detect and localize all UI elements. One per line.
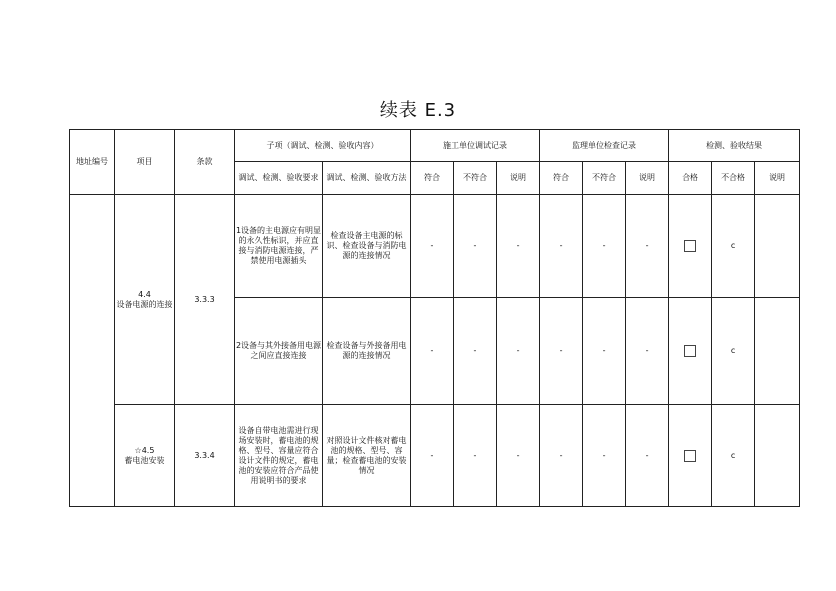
- header-method: 调试、检测、验收方法: [323, 162, 411, 195]
- result-pass-cell: [669, 298, 712, 405]
- supervision-conform-cell: -: [540, 195, 583, 298]
- header-address-code: 地址编号: [70, 130, 115, 195]
- supervision-note-cell: -: [626, 405, 669, 507]
- result-pass-cell: [669, 195, 712, 298]
- pass-checkbox[interactable]: [684, 240, 696, 252]
- supervision-note-cell: -: [626, 298, 669, 405]
- supervision-nonconform-cell: -: [583, 405, 626, 507]
- clause-cell: 3.3.4: [175, 405, 235, 507]
- result-note-cell: [755, 405, 800, 507]
- method-cell: 对照设计文件核对蓄电池的规格、型号、容量；检查蓄电池的安装情况: [323, 405, 411, 507]
- inspection-table: [69, 129, 800, 507]
- header-construction-note: 说明: [497, 162, 540, 195]
- result-fail-cell: c: [712, 298, 755, 405]
- header-result-note: 说明: [755, 162, 800, 195]
- header-supervision-conform: 符合: [540, 162, 583, 195]
- result-fail-cell: c: [712, 195, 755, 298]
- construction-note-cell: -: [497, 195, 540, 298]
- header-item: 项目: [115, 130, 175, 195]
- supervision-nonconform-cell: -: [583, 298, 626, 405]
- page-title: 续表 E.3: [379, 100, 457, 121]
- header-construction-record: 施工单位调试记录: [411, 130, 540, 162]
- item-cell: [115, 195, 175, 405]
- requirement-cell: 1设备的主电源应有明显的永久性标识，并应直接与消防电源连接，严禁使用电源插头: [235, 195, 323, 298]
- construction-conform-cell: -: [411, 405, 454, 507]
- table-row: [70, 195, 800, 298]
- header-supervision-note: 说明: [626, 162, 669, 195]
- item-name: 蓄电池安装: [124, 455, 165, 465]
- address-code-cell: [70, 195, 115, 507]
- construction-conform-cell: -: [411, 195, 454, 298]
- item-name: 设备电源的连接: [116, 299, 173, 309]
- header-supervision-record: 监理单位检查记录: [540, 130, 669, 162]
- requirement-cell: 设备自带电池需进行现场安装时，蓄电池的规格、型号、容量应符合设计文件的规定，蓄电池的安装应符合产品使用说明书的要求: [235, 405, 323, 507]
- header-supervision-nonconform: 不符合: [583, 162, 626, 195]
- result-note-cell: [755, 195, 800, 298]
- header-result-fail: 不合格: [712, 162, 755, 195]
- result-note-cell: [755, 298, 800, 405]
- item-number: ☆4.5: [134, 445, 155, 455]
- method-cell: 检查设备主电源的标识、检查设备与消防电源的连接情况: [323, 195, 411, 298]
- construction-nonconform-cell: -: [454, 298, 497, 405]
- clause-cell: 3.3.3: [175, 195, 235, 405]
- construction-note-cell: -: [497, 298, 540, 405]
- method-cell: 检查设备与外接备用电源的连接情况: [323, 298, 411, 405]
- supervision-conform-cell: -: [540, 405, 583, 507]
- header-construction-nonconform: 不符合: [454, 162, 497, 195]
- table-row: [70, 405, 800, 507]
- construction-nonconform-cell: -: [454, 405, 497, 507]
- pass-checkbox[interactable]: [684, 450, 696, 462]
- result-fail-cell: c: [712, 405, 755, 507]
- requirement-cell: 2设备与其外接备用电源之间应直接连接: [235, 298, 323, 405]
- supervision-nonconform-cell: -: [583, 195, 626, 298]
- pass-checkbox[interactable]: [684, 345, 696, 357]
- header-construction-conform: 符合: [411, 162, 454, 195]
- construction-note-cell: -: [497, 405, 540, 507]
- header-subitem: 子项（调试、检测、验收内容）: [235, 130, 411, 162]
- construction-nonconform-cell: -: [454, 195, 497, 298]
- header-result-pass: 合格: [669, 162, 712, 195]
- header-inspection-result: 检测、验收结果: [669, 130, 800, 162]
- result-pass-cell: [669, 405, 712, 507]
- item-cell: [115, 405, 175, 507]
- supervision-note-cell: -: [626, 195, 669, 298]
- header-clause: 条款: [175, 130, 235, 195]
- construction-conform-cell: -: [411, 298, 454, 405]
- supervision-conform-cell: -: [540, 298, 583, 405]
- item-number: 4.4: [138, 289, 151, 299]
- header-requirement: 调试、检测、验收要求: [235, 162, 323, 195]
